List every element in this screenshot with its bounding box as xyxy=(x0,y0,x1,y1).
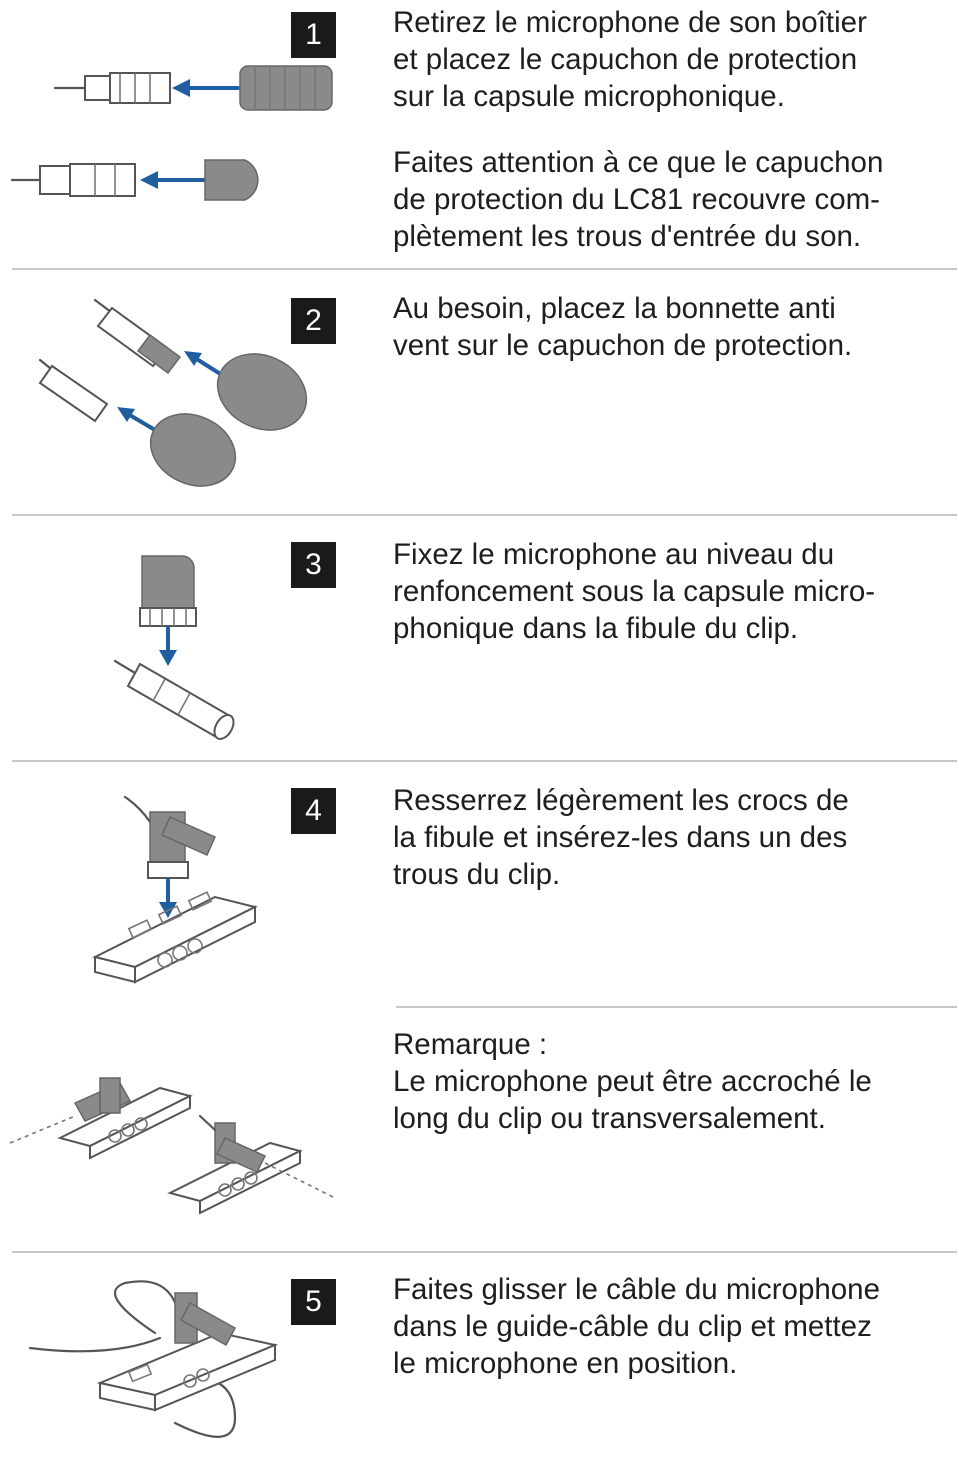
step-4-section xyxy=(0,762,959,1006)
step-4-badge: 4 xyxy=(291,788,336,834)
step-2-badge: 2 xyxy=(291,298,336,344)
step-2-text: Au besoin, placez la bonnette anti vent sur le capuchon de protection. xyxy=(393,292,853,362)
step-5-section xyxy=(0,1253,959,1476)
clip-orientation-illustration xyxy=(0,1028,340,1258)
step-1-text: Retirez le microphone de son boîtier et placez le capuchon de protection sur la capsule microphonique. xyxy=(393,6,867,113)
step-1-note-text: Faites attention à ce que le capuchon de protection du LC81 recouvre com- plètement les trous d'entrée du son. xyxy=(393,146,884,253)
clip-fibula-illustration xyxy=(0,536,340,766)
cable-guide-illustration xyxy=(0,1263,340,1483)
step-1-section xyxy=(0,0,959,270)
step-3-section xyxy=(0,516,959,762)
windscreen-illustration xyxy=(0,280,340,510)
step-3-text: Fixez le microphone au niveau du renfoncement sous la capsule micro- phonique dans la fibule du clip. xyxy=(393,538,876,645)
clip-insert-illustration xyxy=(0,782,340,1012)
note-text: Remarque : Le microphone peut être accroché le long du clip ou transversalement. xyxy=(393,1028,872,1135)
step-1-badge: 1 xyxy=(291,12,336,58)
step-2-section xyxy=(0,270,959,516)
microphone-cap-illustration xyxy=(0,40,340,270)
step-5-text: Faites glisser le câble du microphone dans le guide-câble du clip et mettez le microphone en position. xyxy=(393,1273,880,1380)
step-4-text: Resserrez légèrement les crocs de la fibule et insérez-les dans un des trous du clip. xyxy=(393,784,849,891)
step-3-badge: 3 xyxy=(291,542,336,588)
note-section xyxy=(0,1008,959,1252)
step-5-badge: 5 xyxy=(291,1279,336,1325)
